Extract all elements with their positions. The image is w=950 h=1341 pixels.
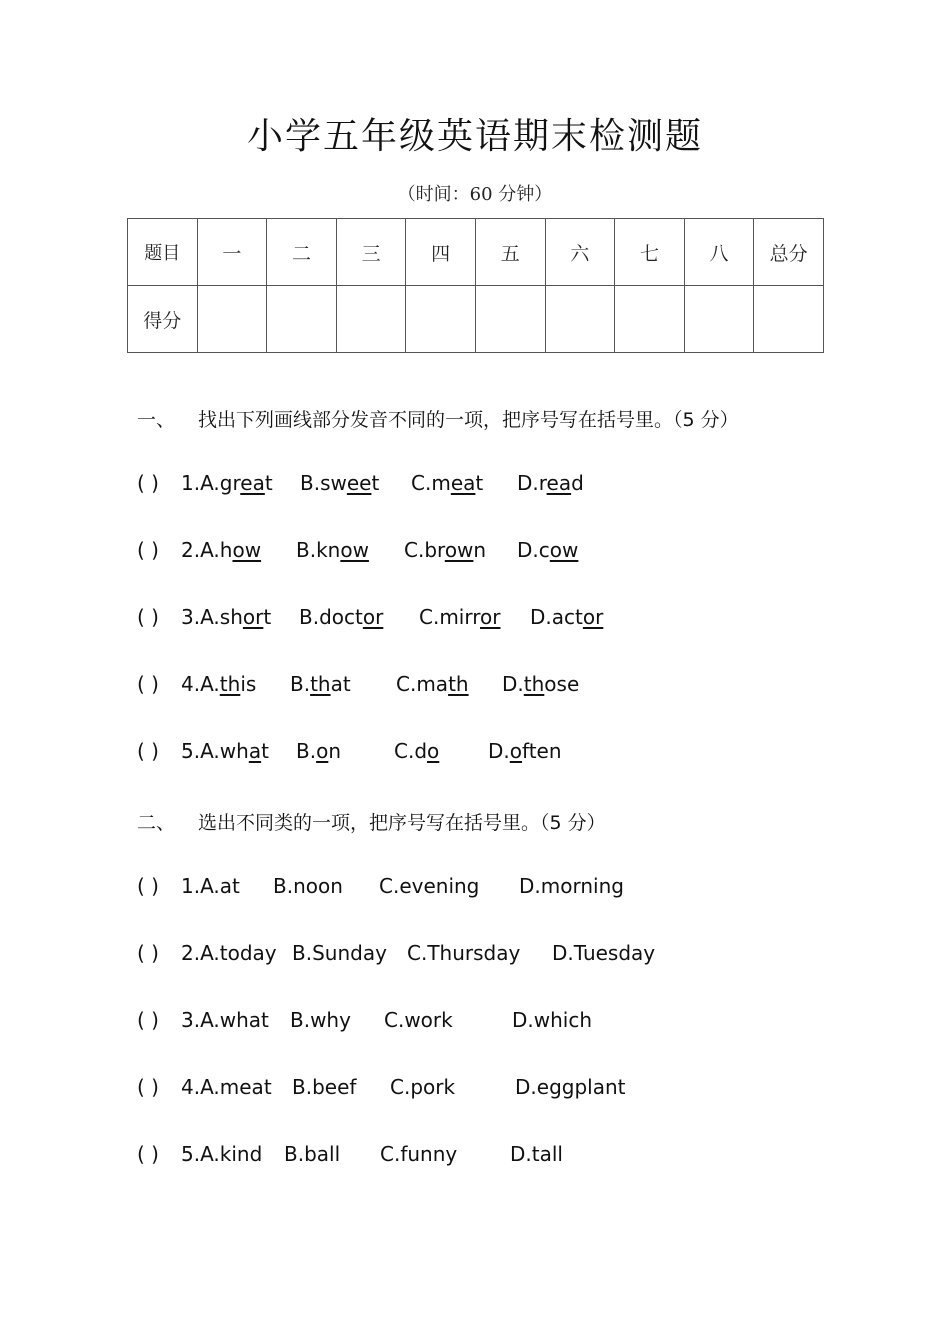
answer-blank[interactable]: ( )	[137, 739, 159, 763]
score-cell-total[interactable]	[754, 286, 824, 353]
score-cell-2[interactable]	[267, 286, 337, 353]
question-label: 2.A.today	[181, 941, 277, 965]
score-table	[127, 218, 824, 353]
option-b: B.ball	[284, 1142, 341, 1166]
question-label: 4.A.meat	[181, 1075, 272, 1099]
section-1-heading	[137, 405, 739, 432]
page-title: 小学五年级英语期末检测题	[246, 116, 703, 157]
header-cell-3: 三	[336, 219, 406, 286]
option-d: D.eggplant	[515, 1075, 626, 1099]
question-label: 3.A.what	[181, 1008, 269, 1032]
option-b: B.sweet	[300, 471, 380, 495]
option-d: D.actor	[530, 605, 604, 629]
answer-blank[interactable]: ( )	[137, 1142, 159, 1166]
score-label-cell: 得分	[128, 286, 198, 353]
score-cell-3[interactable]	[336, 286, 406, 353]
header-cell-2: 二	[267, 219, 337, 286]
score-table-score-row	[128, 286, 824, 353]
option-d: D.which	[512, 1008, 593, 1032]
section-2-number: 二、	[137, 812, 176, 834]
score-cell-8[interactable]	[684, 286, 754, 353]
header-cell-6: 六	[545, 219, 615, 286]
option-c: C.meat	[411, 471, 484, 495]
header-cell-1: 一	[197, 219, 267, 286]
option-c: C.work	[384, 1008, 453, 1032]
option-c: C.funny	[380, 1142, 458, 1166]
option-d: D.often	[488, 739, 562, 763]
answer-blank[interactable]: ( )	[137, 471, 159, 495]
option-b: B.beef	[292, 1075, 357, 1099]
answer-blank[interactable]: ( )	[137, 874, 159, 898]
score-table-header-row	[128, 219, 824, 286]
header-cell-4: 四	[406, 219, 476, 286]
section-2-heading	[137, 808, 606, 835]
question-label: 5.A.what	[181, 739, 269, 763]
option-d: D.cow	[517, 538, 579, 562]
option-c: C.Thursday	[407, 941, 521, 965]
header-cell-topic: 题目	[128, 219, 198, 286]
option-c: C.evening	[379, 874, 480, 898]
answer-blank[interactable]: ( )	[137, 538, 159, 562]
section-1-number: 一、	[137, 409, 176, 431]
option-d: D.those	[502, 672, 580, 696]
option-b: B.on	[296, 739, 342, 763]
score-cell-4[interactable]	[406, 286, 476, 353]
option-b: B.that	[290, 672, 351, 696]
option-b: B.Sunday	[292, 941, 387, 965]
question-label: 5.A.kind	[181, 1142, 263, 1166]
option-c: C.math	[396, 672, 469, 696]
option-b: B.doctor	[299, 605, 384, 629]
section-1-instruction: 找出下列画线部分发音不同的一项，把序号写在括号里。（5 分）	[198, 409, 739, 431]
answer-blank[interactable]: ( )	[137, 941, 159, 965]
answer-blank[interactable]: ( )	[137, 1075, 159, 1099]
option-d: D.Tuesday	[552, 941, 656, 965]
score-cell-6[interactable]	[545, 286, 615, 353]
question-label: 3.A.short	[181, 605, 272, 629]
header-cell-7: 七	[615, 219, 685, 286]
option-d: D.morning	[519, 874, 624, 898]
option-c: C.brown	[404, 538, 487, 562]
answer-blank[interactable]: ( )	[137, 672, 159, 696]
header-cell-total: 总分	[754, 219, 824, 286]
option-c: C.do	[394, 739, 440, 763]
time-limit: （时间：60 分钟）	[397, 184, 553, 205]
option-b: B.know	[296, 538, 369, 562]
option-c: C.pork	[390, 1075, 456, 1099]
option-d: D.tall	[510, 1142, 563, 1166]
option-b: B.noon	[273, 874, 343, 898]
question-label: 1.A.great	[181, 471, 273, 495]
score-cell-7[interactable]	[615, 286, 685, 353]
score-cell-1[interactable]	[197, 286, 267, 353]
question-label: 1.A.at	[181, 874, 240, 898]
question-label: 4.A.this	[181, 672, 257, 696]
header-cell-5: 五	[475, 219, 545, 286]
section-2-instruction: 选出不同类的一项，把序号写在括号里。（5 分）	[198, 812, 606, 834]
option-d: D.read	[517, 471, 584, 495]
score-cell-5[interactable]	[475, 286, 545, 353]
question-label: 2.A.how	[181, 538, 262, 562]
header-cell-8: 八	[684, 219, 754, 286]
answer-blank[interactable]: ( )	[137, 1008, 159, 1032]
answer-blank[interactable]: ( )	[137, 605, 159, 629]
option-b: B.why	[290, 1008, 351, 1032]
option-c: C.mirror	[419, 605, 501, 629]
